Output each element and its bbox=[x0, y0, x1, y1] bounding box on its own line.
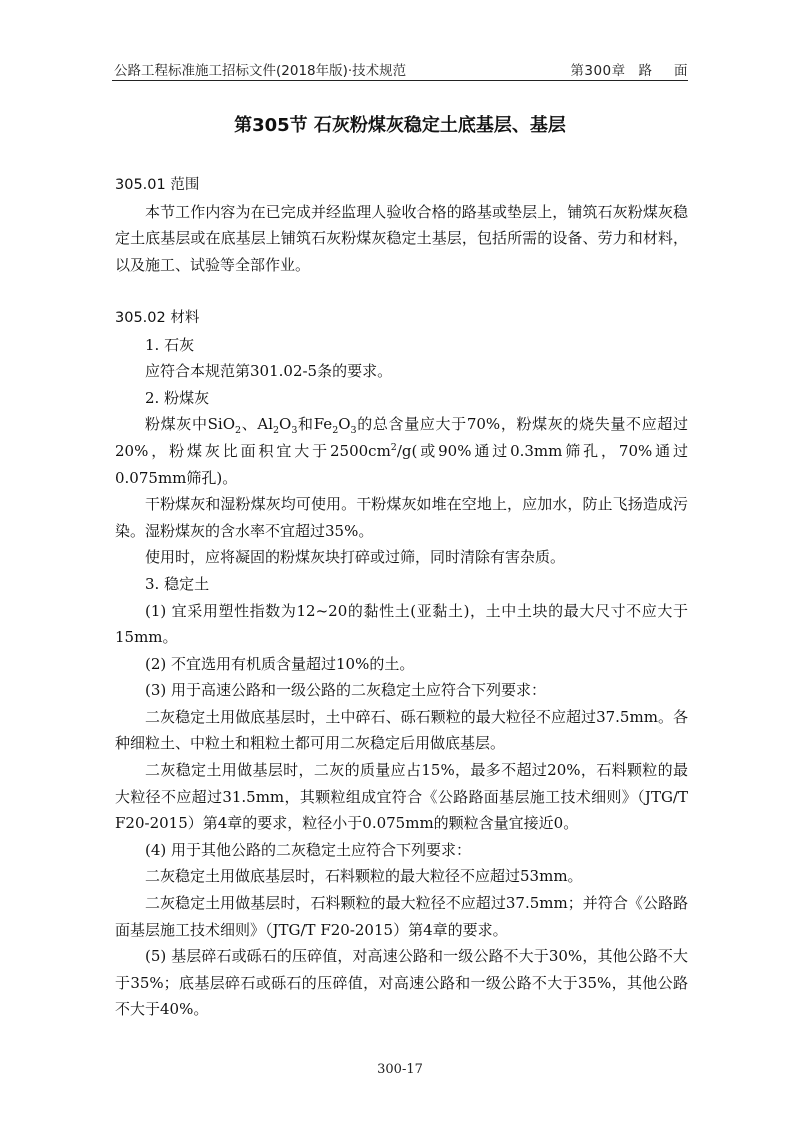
soil-item-4-paragraph-2: 二灰稳定土用做基层时，石料颗粒的最大粒径不应超过37.5mm；并符合《公路路面基层施工技术细则》（JTG/T F20-2015）第4章的要求。 bbox=[115, 894, 688, 939]
lime-heading: 1. 石灰 bbox=[145, 335, 195, 354]
lime-paragraph: 应符合本规范第301.02-5条的要求。 bbox=[145, 362, 393, 381]
soil-item-4-paragraph-1: 二灰稳定土用做底基层时，石料颗粒的最大粒径不应超过53mm。 bbox=[145, 867, 583, 886]
soil-item-2: (2) 不宜选用有机质含量超过10%的土。 bbox=[145, 654, 415, 673]
scope-heading: 305.01 范围 bbox=[115, 177, 200, 193]
header-chapter-title-2: 面 bbox=[674, 63, 688, 79]
header-chapter-title-1: 路 bbox=[638, 63, 653, 79]
section-title: 第305节 石灰粉煤灰稳定土底基层、基层 bbox=[234, 115, 566, 136]
flyash-paragraph-1: 粉煤灰中SiO$_2$、$Al_2O_3$和$Fe_2O_3$的总含量应大于70%，粉煤灰的烧失量不应超过20%，粉煤灰比面积宜大于$2500cm^2/g$(或90%通过0.3mm筛孔，70%通过0.075mm筛孔)。 bbox=[115, 415, 689, 487]
soil-item-4: (4) 用于其他公路的二灰稳定土应符合下列要求： bbox=[145, 840, 472, 859]
soil-item-5: (5) 基层碎石或砾石的压碎值，对高速公路和一级公路不大于30%，其他公路不大于35%；底基层碎石或砾石的压碎值，对高速公路和一级公路不大于35%，其他公路不大于40%。 bbox=[115, 947, 688, 1019]
soil-heading: 3. 稳定土 bbox=[145, 574, 210, 593]
running-header bbox=[114, 55, 688, 79]
scope-paragraph: 本节工作内容为在已完成并经监理人验收合格的路基或垫层上，铺筑石灰粉煤灰稳定土底基层或在底基层上铺筑石灰粉煤灰稳定土基层，包括所需的设备、劳力和材料，以及施工、试验等全部作业。 bbox=[115, 202, 688, 274]
flyash-paragraph-2: 干粉煤灰和湿粉煤灰均可使用。干粉煤灰如堆在空地上，应加水，防止飞扬造成污染。湿粉煤灰的含水率不宜超过35%。 bbox=[115, 495, 688, 540]
materials-heading: 305.02 材料 bbox=[115, 309, 200, 326]
soil-item-3: (3) 用于高速公路和一级公路的二灰稳定土应符合下列要求： bbox=[145, 681, 547, 700]
soil-item-3-paragraph-1: 二灰稳定土用做底基层时，土中碎石、砾石颗粒的最大粒径不应超过37.5mm。各种细粒土、中粒土和粗粒土都可用二灰稳定后用做底基层。 bbox=[115, 707, 688, 753]
flyash-heading: 2. 粉煤灰 bbox=[145, 388, 210, 407]
header-divider bbox=[112, 80, 688, 81]
header-chapter bbox=[570, 59, 688, 79]
soil-item-1: (1) 宜采用塑性指数为12~20的黏性土(亚黏土)，土中土块的最大尺寸不应大于15mm。 bbox=[115, 601, 688, 647]
header-document-title: 公路工程标准施工招标文件(2018年版)·技术规范 bbox=[114, 63, 407, 79]
flyash-paragraph-3: 使用时，应将凝固的粉煤灰块打碎或过筛，同时清除有害杂质。 bbox=[145, 548, 566, 567]
spacer bbox=[115, 278, 688, 305]
soil-item-3-paragraph-2: 二灰稳定土用做基层时，二灰的质量应占15%，最多不超过20%，石料颗粒的最大粒径不应超过31.5mm，其颗粒组成宜符合《公路路面基层施工技术细则》（JTG/T F20-2015）第4章的要求，粒径小于0.075mm的颗粒含量宜接近0。 bbox=[115, 761, 688, 833]
body-text bbox=[115, 172, 688, 1023]
header-chapter-number: 第300章 bbox=[570, 63, 626, 79]
page-number: 300-17 bbox=[377, 1062, 423, 1077]
